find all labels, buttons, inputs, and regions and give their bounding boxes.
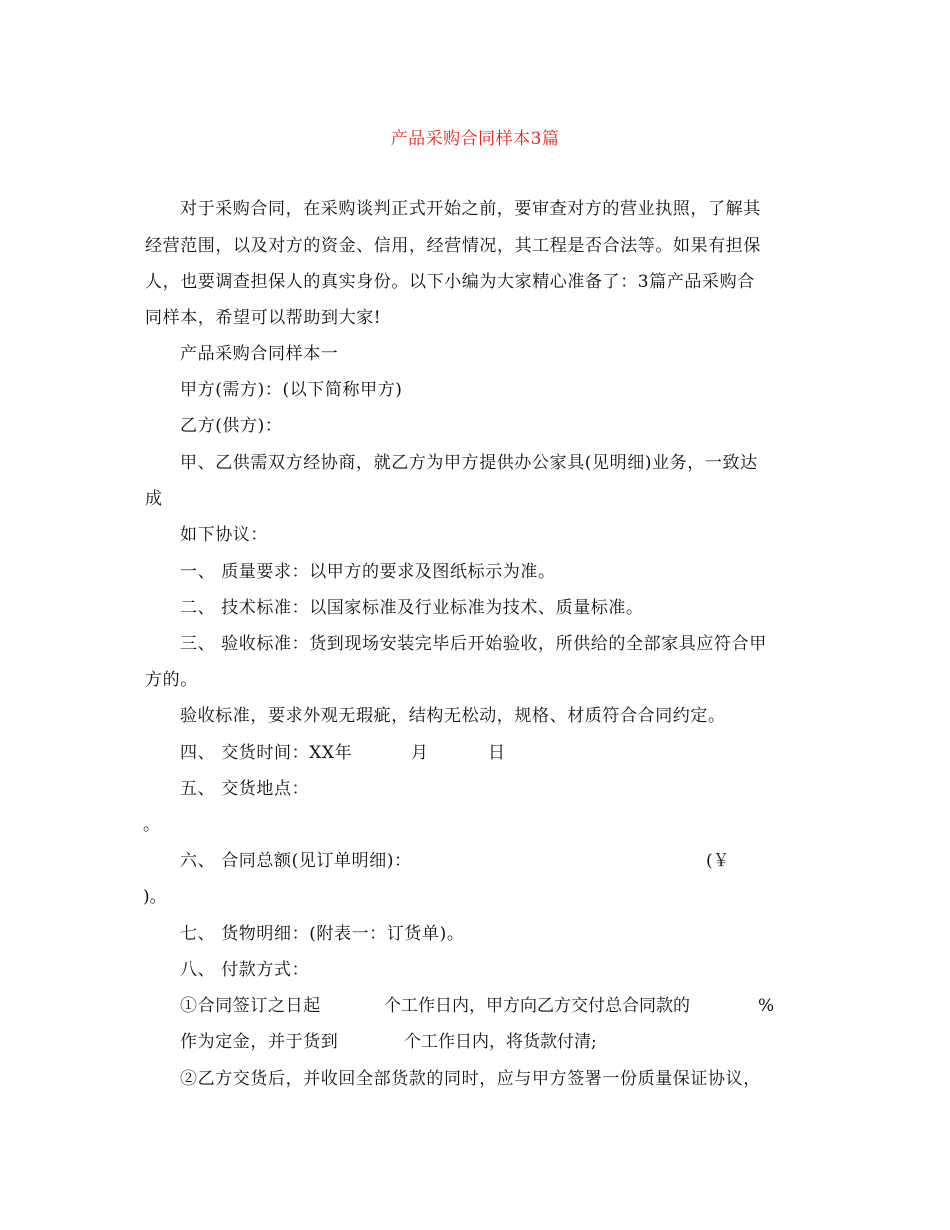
agreement-line-1: 甲、乙供需双方经协商，就乙方为甲方提供办公家具(见明细)业务，一致达: [180, 453, 758, 473]
payment-1-part-2: 个工作日内，甲方向乙方交付总合同款的: [384, 996, 690, 1016]
intro-line-1: 对于采购合同，在采购谈判正式开始之前，要审查对方的营业执照，了解其: [180, 199, 761, 219]
payment-2: ②乙方交货后，并收回全部货款的同时，应与甲方签署一份质量保证协议，: [180, 1069, 761, 1089]
intro-line-3: 人，也要调查担保人的真实身份。以下小编为大家精心准备了：3篇产品采购合: [145, 272, 755, 292]
clause-3-line-2: 方的。: [145, 670, 198, 690]
clause-7: 七、 货物明细：(附表一：订货单)。: [180, 924, 465, 944]
section-heading: 产品采购合同样本一: [180, 344, 339, 364]
document-title: 产品采购合同样本3篇: [390, 129, 560, 149]
clause-4-month: 月: [411, 743, 428, 763]
payment-1-percent: %: [758, 996, 775, 1016]
clause-6-end: )。: [143, 887, 167, 907]
party-a: 甲方(需方)：(以下简称甲方): [180, 380, 403, 400]
clause-5: 五、 交货地点：: [180, 779, 310, 799]
intro-line-4: 同样本，希望可以帮助到大家!: [145, 308, 382, 328]
payment-1-line-2-part-1: 作为定金，并于货到: [180, 1032, 339, 1052]
clause-2: 二、 技术标准：以国家标准及行业标准为技术、质量标准。: [180, 598, 644, 618]
clause-4-day: 日: [488, 743, 505, 763]
clause-1: 一、 质量要求：以甲方的要求及图纸标示为准。: [180, 562, 556, 582]
clause-6-currency: (￥: [706, 851, 730, 871]
clause-8: 八、 付款方式：: [180, 960, 310, 980]
clause-3-line-3: 验收标准，要求外观无瑕疵，结构无松动，规格、材质符合合同约定。: [180, 706, 726, 726]
clause-3-line-1: 三、 验收标准：货到现场安装完毕后开始验收，所供给的全部家具应符合甲: [180, 634, 767, 654]
clause-5-end: 。: [143, 815, 160, 835]
party-b: 乙方(供方)：: [180, 416, 283, 436]
clause-4-label: 四、 交货时间：XX年: [180, 743, 353, 763]
agreement-line-2: 成: [145, 489, 163, 509]
agreement-line-3: 如下协议：: [180, 525, 268, 545]
clause-6: 六、 合同总额(见订单明细)：: [180, 851, 412, 871]
payment-1-part-1: ①合同签订之日起: [180, 996, 321, 1016]
payment-1-line-2-part-2: 个工作日内，将货款付清;: [404, 1032, 597, 1052]
intro-line-2: 经营范围，以及对方的资金、信用，经营情况，其工程是否合法等。如果有担保: [145, 236, 761, 256]
